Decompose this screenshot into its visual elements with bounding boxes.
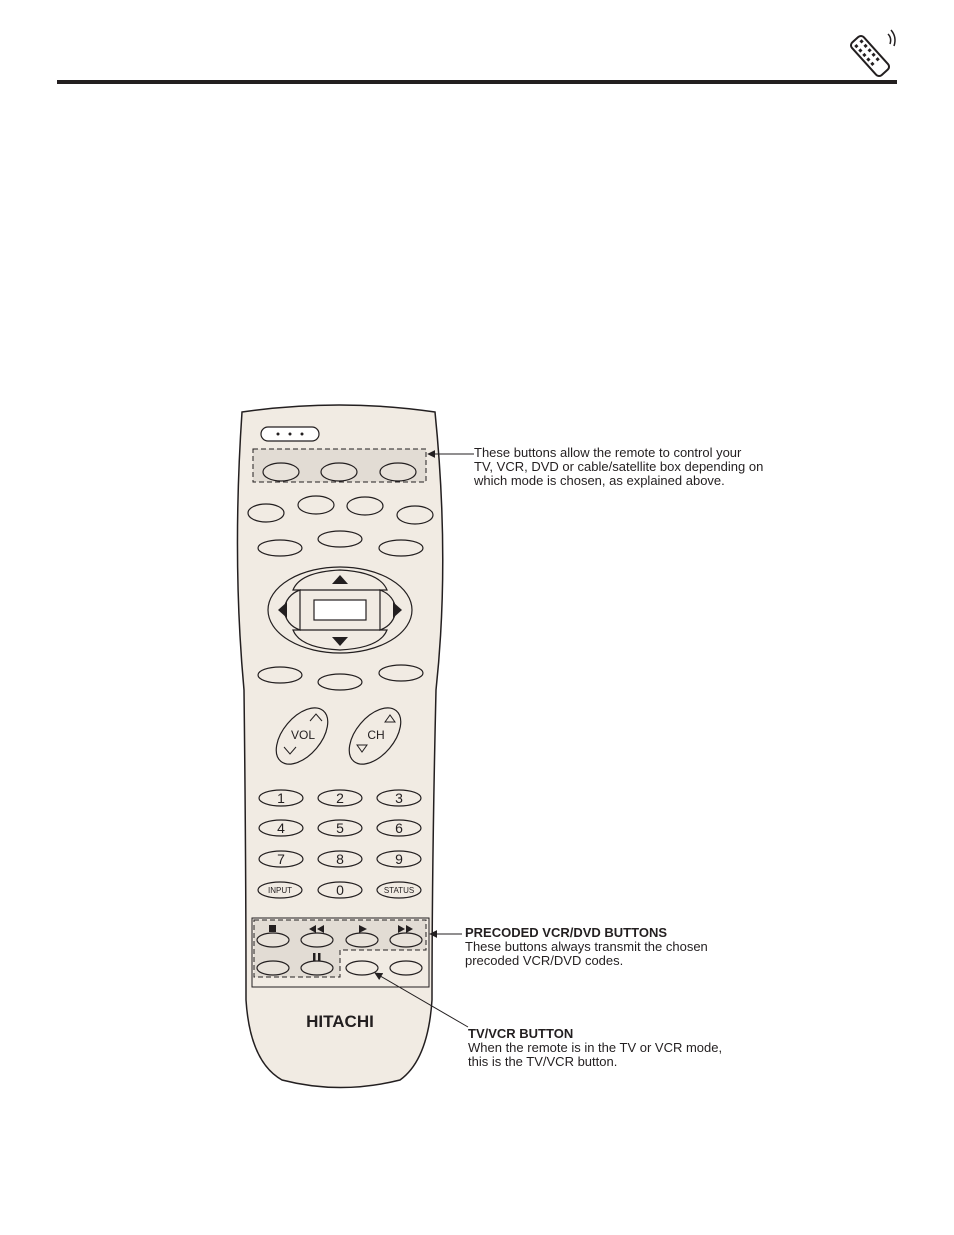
number-label-4: 4 [277, 820, 285, 836]
stop-button[interactable] [257, 933, 289, 947]
function-button[interactable] [298, 496, 334, 514]
function-button[interactable] [379, 540, 423, 556]
callout-mode-buttons [474, 446, 804, 488]
callout-tvvcr-title: TV/VCR BUTTON [468, 1026, 574, 1041]
input-label: INPUT [268, 886, 292, 895]
number-label-9: 9 [395, 851, 403, 867]
function-button[interactable] [347, 497, 383, 515]
mode-button-tv[interactable] [263, 463, 299, 481]
channel-label: CH [367, 728, 385, 742]
mode-button-dvd[interactable] [380, 463, 416, 481]
number-label-3: 3 [395, 790, 403, 806]
record-button[interactable] [257, 961, 289, 975]
function-button[interactable] [379, 665, 423, 681]
callout-precoded-title: PRECODED VCR/DVD BUTTONS [465, 925, 668, 940]
play-button[interactable] [346, 933, 378, 947]
tv-vcr-button[interactable] [346, 961, 378, 975]
fast-forward-button[interactable] [390, 933, 422, 947]
number-label-8: 8 [336, 851, 344, 867]
callout-mode-body: These buttons allow the remote to control your TV, VCR, DVD or cable/satellite box depending on which mode is chosen, as explained above. [474, 445, 764, 488]
status-label: STATUS [383, 886, 415, 895]
stop-icon [269, 925, 276, 932]
callout-tvvcr-body: When the remote is in the TV or VCR mode, this is the TV/VCR button. [468, 1040, 723, 1069]
callout-precoded-body: These buttons always transmit the chosen precoded VCR/DVD codes. [465, 939, 708, 968]
nav-select-button[interactable] [314, 600, 366, 620]
callout-tv-vcr-button [468, 1027, 768, 1069]
function-button[interactable] [318, 531, 362, 547]
function-button[interactable] [248, 504, 284, 522]
volume-label: VOL [290, 728, 316, 742]
rewind-button[interactable] [301, 933, 333, 947]
number-label-2: 2 [336, 790, 344, 806]
function-button[interactable] [258, 540, 302, 556]
number-label-1: 1 [277, 790, 285, 806]
number-label-6: 6 [395, 820, 403, 836]
mode-button-vcr[interactable] [321, 463, 357, 481]
pause-button[interactable] [301, 961, 333, 975]
zero-label: 0 [336, 882, 344, 898]
number-label-5: 5 [336, 820, 344, 836]
navigation-pad [268, 567, 412, 653]
function-button[interactable] [258, 667, 302, 683]
callout-precoded-buttons [465, 926, 765, 968]
number-label-7: 7 [277, 851, 285, 867]
number-keypad [259, 790, 421, 867]
extra-button[interactable] [390, 961, 422, 975]
brand-logo: HITACHI [306, 1012, 374, 1031]
function-button[interactable] [318, 674, 362, 690]
function-button[interactable] [397, 506, 433, 524]
